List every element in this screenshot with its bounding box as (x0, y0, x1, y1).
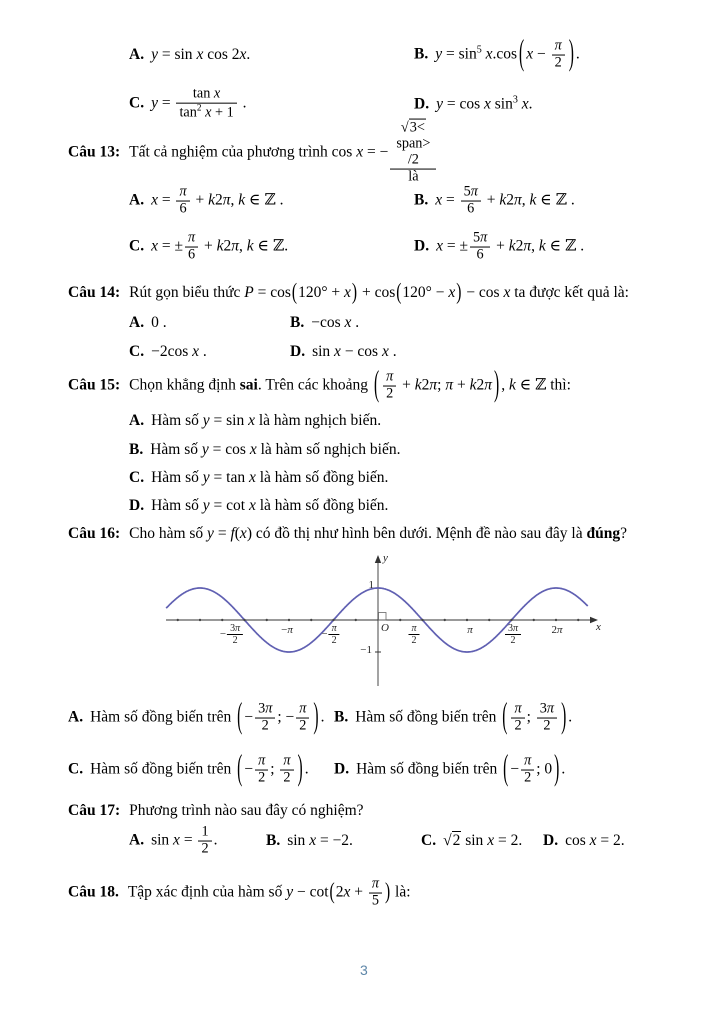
q15-prompt-line (68, 364, 571, 405)
option-text: Hàm số đồng biến trên ( $\frac{\pi}{2}$ ; $\frac{3\pi}{2}$ ) . (355, 696, 573, 737)
option-text: Hàm số đồng biến trên ( − $\frac{\pi}{2}$ ; 0 ) . (356, 748, 566, 789)
q17-option-a (129, 825, 217, 858)
x-axis-tick-dot (266, 619, 268, 621)
option-formula: x = ± $\frac{5\pi}{6}$ + k2π, k ∈ ℤ . (436, 229, 585, 263)
x-tick-label-3pi-2: $\frac{3\pi}{2}$ (504, 623, 522, 646)
question-prompt: Chọn khẳng định sai. Trên các khoảng ( $\frac{\pi}{2}$ + k2π; π + k2π ) , k ∈ ℤ thì: (129, 364, 571, 405)
question-prompt: Tập xác định của hàm số y − cot(2x + $\frac{\pi}{5}$ ) là: (127, 875, 411, 909)
option-key: B. (414, 45, 429, 63)
option-key: C. (68, 760, 84, 778)
x-axis-tick-dot (444, 619, 446, 621)
option-text: Hàm số y = cos x là hàm số nghịch biến. (150, 441, 401, 458)
x-axis-tick-dot (399, 619, 401, 621)
q17-option-c (421, 832, 522, 850)
x-axis-tick-dot (533, 619, 535, 621)
option-key: C. (421, 832, 437, 849)
option-formula: y = sin x cos 2x. (151, 46, 251, 63)
x-tick-label-2pi: 2π (551, 624, 563, 636)
x-tick-label-pi-2: $\frac{\pi}{2}$ (407, 623, 420, 646)
x-axis-tick-dot (510, 619, 512, 621)
option-formula: −2cos x . (151, 343, 207, 360)
x-axis-tick-dot (243, 619, 245, 621)
origin-right-angle-mark (379, 613, 387, 621)
x-tick-label-neg-pi: −π (281, 624, 293, 636)
option-formula: x = $\frac{5\pi}{6}$ + k2π, k ∈ ℤ . (435, 183, 575, 217)
option-text: Hàm số đồng biến trên ( − $\frac{3\pi}{2}$ ; − $\frac{\pi}{2}$ ) . (90, 696, 325, 737)
x-tick-label-neg-3pi-2: − $\frac{3\pi}{2}$ (220, 623, 244, 646)
question-label: Câu 13: (68, 143, 121, 161)
question-label: Câu 15: (68, 376, 121, 394)
q15-option-a (129, 412, 381, 430)
x-axis-tick-dot (355, 619, 357, 621)
option-key: B. (334, 708, 349, 726)
x-axis-tick-dot (466, 619, 468, 621)
q12-option-b (414, 33, 580, 74)
x-axis-tick-dot (577, 619, 579, 621)
y-tick-label-1: 1 (368, 579, 374, 591)
q13-prompt-line (68, 121, 438, 186)
option-formula: cos x = 2. (565, 832, 625, 849)
x-axis-tick-dot (555, 619, 557, 621)
option-key: B. (290, 314, 305, 331)
option-formula: sin x = $\frac{1}{2}$ . (151, 823, 218, 857)
x-axis-tick-dot (221, 619, 223, 621)
option-key: D. (543, 832, 559, 849)
option-text: Hàm số y = sin x là hàm nghịch biến. (151, 412, 382, 429)
option-key: A. (129, 191, 145, 209)
q12-option-a (129, 46, 250, 64)
question-label: Câu 16: (68, 525, 121, 542)
option-key: B. (414, 191, 429, 209)
option-text: Hàm số y = tan x là hàm số đồng biến. (151, 469, 389, 486)
option-key: C. (129, 94, 145, 112)
q13-option-c (129, 231, 288, 264)
option-key: A. (129, 831, 145, 849)
q16-option-b (334, 696, 573, 737)
option-formula: sin x = −2. (287, 832, 353, 849)
q14-option-a (129, 314, 167, 332)
option-key: C. (129, 237, 145, 255)
y-axis-arrow-icon (375, 555, 381, 563)
q15-option-c (129, 469, 388, 487)
q16-option-d (334, 748, 566, 789)
q14-option-c (129, 343, 207, 361)
option-formula: sin x − cos x . (312, 343, 397, 360)
option-key: A. (129, 46, 145, 63)
option-key: D. (129, 497, 145, 514)
q17-option-d (543, 832, 625, 850)
q16-option-c (68, 748, 309, 789)
q14-prompt-line (68, 279, 629, 305)
function-graph-figure (150, 552, 610, 695)
option-key: A. (129, 412, 145, 429)
x-axis-tick-dot (421, 619, 423, 621)
question-prompt: Tất cả nghiệm của phương trình cos x = − √3< span> /2 là (129, 144, 438, 161)
q13-option-d (414, 231, 584, 264)
q15-option-d (129, 497, 388, 515)
q16-option-a (68, 696, 325, 737)
option-formula: −cos x . (311, 314, 360, 331)
x-tick-label-neg-pi-2: − $\frac{\pi}{2}$ (321, 623, 340, 646)
q16-prompt-line (68, 525, 627, 543)
option-formula: 0 . (151, 314, 167, 331)
option-formula: x = ± $\frac{\pi}{6}$ + k2π, k ∈ ℤ. (151, 229, 289, 263)
option-formula: √2 sin x = 2. (443, 832, 523, 849)
q13-option-a (129, 185, 283, 218)
question-prompt: Rút gọn biểu thức P = cos(120° + x) + cos(120° − x) − cos x ta được kết quả là: (129, 279, 629, 305)
x-tick-label-pi: π (467, 624, 473, 636)
option-key: D. (414, 95, 430, 113)
q18-prompt-line (68, 877, 411, 910)
x-axis-label: x (596, 621, 601, 633)
x-axis-tick-dot (310, 619, 312, 621)
y-axis-label: y (383, 552, 388, 564)
option-formula: x = $\frac{\pi}{6}$ + k2π, k ∈ ℤ . (151, 183, 284, 217)
x-axis-tick-dot (488, 619, 490, 621)
option-key: D. (414, 237, 430, 255)
option-key: C. (129, 343, 145, 360)
q17-option-b (266, 832, 353, 850)
page-number: 3 (360, 962, 368, 978)
q12-option-d (414, 94, 533, 113)
q14-option-b (290, 314, 359, 332)
option-formula: y = cos x $\sin^3 x$. (436, 94, 533, 113)
x-axis-tick-dot (199, 619, 201, 621)
option-key: D. (334, 760, 350, 778)
x-axis-tick-dot (288, 619, 290, 621)
q14-option-d (290, 343, 397, 361)
q15-option-b (129, 441, 400, 459)
question-label: Câu 14: (68, 284, 121, 301)
option-key: B. (129, 441, 144, 458)
question-prompt: Cho hàm số y = f(x) có đồ thị như hình bên dưới. Mệnh đề nào sau đây là đúng? (129, 525, 627, 542)
option-formula: $y = \sin^5 x.\cos$ ( x − $\frac{\pi}{2}$ ) . (435, 33, 580, 74)
option-key: B. (266, 832, 281, 849)
x-axis-tick-dot (332, 619, 334, 621)
option-key: A. (129, 314, 145, 331)
option-text: Hàm số y = cot x là hàm số đồng biến. (151, 497, 389, 514)
option-formula: y = $\frac{\text{tan x}}{\tan^2 x + 1}$ . (151, 85, 247, 121)
option-key: D. (290, 343, 306, 360)
option-key: C. (129, 469, 145, 486)
q12-option-c (129, 87, 246, 122)
question-prompt: Phương trình nào sau đây có nghiệm? (129, 802, 364, 819)
q17-prompt-line (68, 802, 364, 820)
x-axis-tick-dot (177, 619, 179, 621)
question-label: Câu 17: (68, 802, 121, 819)
q13-option-b (414, 185, 575, 218)
option-text: Hàm số đồng biến trên ( − $\frac{\pi}{2}$ ; $\frac{\pi}{2}$ ) . (90, 748, 309, 789)
origin-label: O (381, 622, 389, 634)
option-key: A. (68, 708, 84, 726)
question-label: Câu 18. (68, 883, 119, 901)
y-tick-label-neg-1: −1 (360, 644, 372, 656)
